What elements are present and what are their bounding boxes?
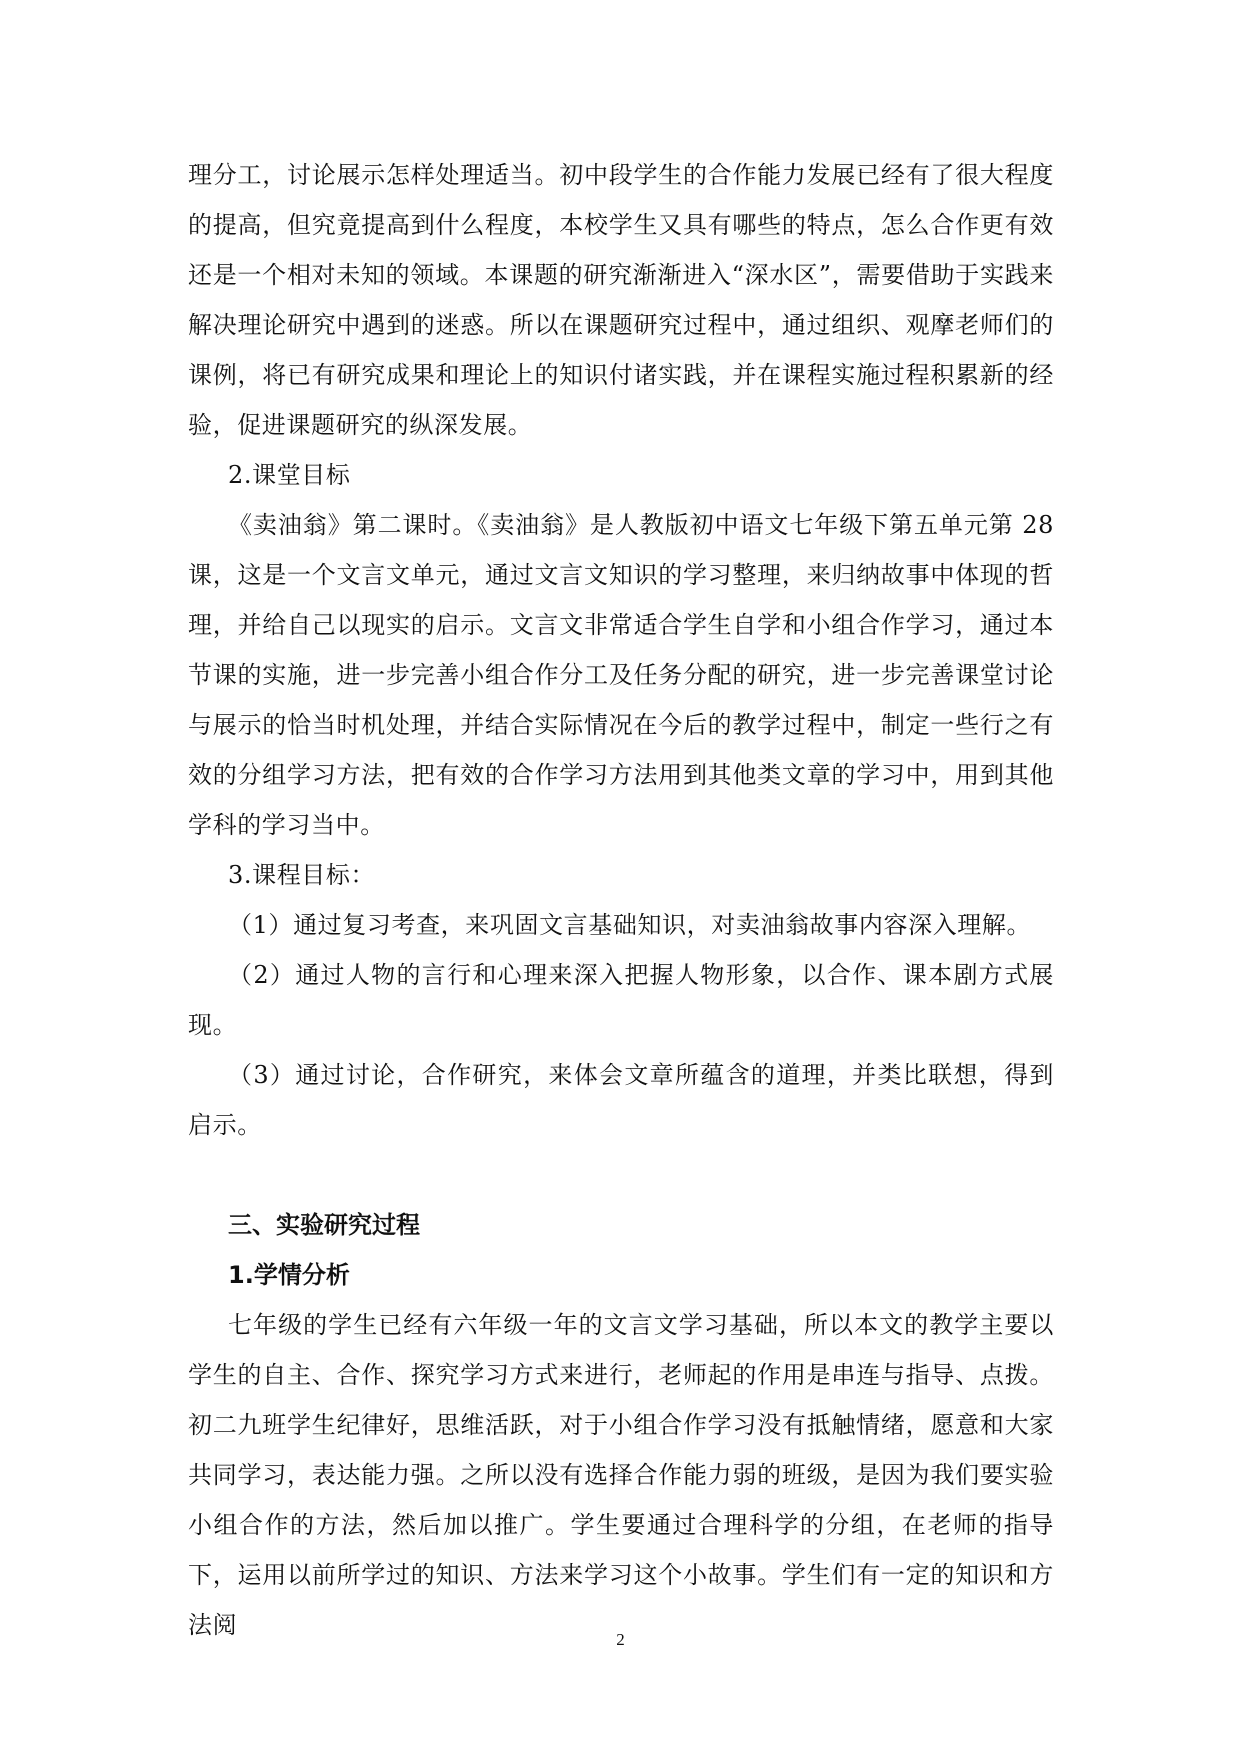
subheading-course-goals: 3.课程目标：: [228, 861, 376, 889]
section-gap: [188, 1150, 1054, 1200]
subheading-classroom-goals: 2.课堂目标: [228, 461, 351, 489]
subsection-heading: 1.学情分析: [228, 1261, 350, 1289]
body-paragraph: 《卖油翁》第二课时。《卖油翁》是人教版初中语文七年级下第五单元第 28 课，这是一个文言文单元，通过文言文知识的学习整理，来归纳故事中体现的哲理，并给自己以现实的启示。文言文非常适合学生自学和小组合作学习，通过本节课的实施，进一步完善小组合作分工及任务分配的研究，进一步完善课堂讨论与展示的恰当时机处理，并结合实际情况在今后的教学过程中，制定一些行之有效的分组学习方法，把有效的合作学习方法用到其他类文章的学习中，用到其他学科的学习当中。: [188, 511, 1054, 839]
page-content: [188, 150, 1054, 1650]
goal-item: （1）通过复习考查，来巩固文言基础知识，对卖油翁故事内容深入理解。: [228, 911, 1032, 939]
goal-item: （2）通过人物的言行和心理来深入把握人物形象，以合作、课本剧方式展现。: [188, 961, 1054, 1039]
section-heading: 三、实验研究过程: [228, 1211, 420, 1239]
page-number: 2: [616, 1630, 625, 1649]
body-paragraph: 理分工，讨论展示怎样处理适当。初中段学生的合作能力发展已经有了很大程度的提高，但究竟提高到什么程度，本校学生又具有哪些的特点，怎么合作更有效还是一个相对未知的领域。本课题的研究渐渐进入“深水区”，需要借助于实践来解决理论研究中遇到的迷惑。所以在课题研究过程中，通过组织、观摩老师们的课例，将已有研究成果和理论上的知识付诸实践，并在课程实施过程积累新的经验，促进课题研究的纵深发展。: [188, 161, 1054, 439]
goal-item: （3）通过讨论，合作研究，来体会文章所蕴含的道理，并类比联想，得到启示。: [188, 1061, 1054, 1139]
body-paragraph: 七年级的学生已经有六年级一年的文言文学习基础，所以本文的教学主要以学生的自主、合作、探究学习方式来进行，老师起的作用是串连与指导、点拨。初二九班学生纪律好，思维活跃，对于小组合作学习没有抵触情绪，愿意和大家共同学习，表达能力强。之所以没有选择合作能力弱的班级，是因为我们要实验小组合作的方法，然后加以推广。学生要通过合理科学的分组，在老师的指导下，运用以前所学过的知识、方法来学习这个小故事。学生们有一定的知识和方法阅: [188, 1311, 1054, 1639]
